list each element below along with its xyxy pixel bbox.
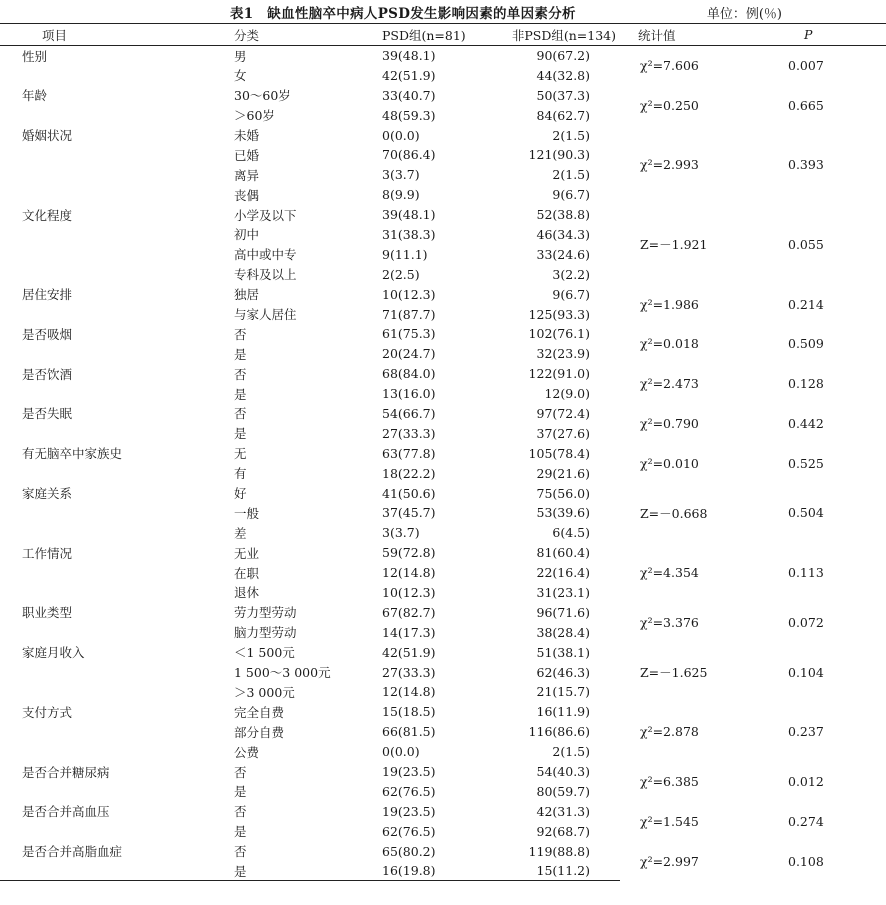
- p-value-cell: 0.274: [788, 813, 824, 829]
- category-cell: 完全自费: [234, 704, 285, 720]
- non-psd-count-cell: 97(72.4): [536, 405, 590, 421]
- psd-count-cell: 63(77.8): [382, 445, 436, 461]
- non-psd-count-cell: 9(6.7): [552, 286, 590, 302]
- psd-count-cell: 66(81.5): [382, 724, 436, 740]
- factor-name-cell: [0, 583, 234, 603]
- table-title: 表1 缺血性脑卒中病人PSD发生影响因素的单因素分析: [230, 6, 576, 22]
- psd-count-cell: 42(51.9): [382, 67, 436, 83]
- p-value-cell: 0.665: [788, 97, 824, 113]
- psd-count-cell: 54(66.7): [382, 405, 436, 421]
- factor-name-cell: [0, 105, 234, 125]
- non-psd-count-cell: 2(1.5): [552, 127, 590, 143]
- table-row: [0, 841, 886, 861]
- statistic-cell: χ²=1.986: [640, 296, 699, 312]
- factor-name-cell: [0, 304, 234, 324]
- psd-count-cell: 0(0.0): [382, 127, 420, 143]
- factor-name-cell: 是否合并糖尿病: [22, 764, 110, 780]
- factor-name-cell: [0, 145, 234, 165]
- factor-name-cell: [0, 244, 234, 264]
- statistic-cell: χ²=4.354: [640, 565, 699, 581]
- psd-count-cell: 27(33.3): [382, 425, 436, 441]
- category-cell: 丧偶: [234, 187, 260, 203]
- non-psd-count-cell: 53(39.6): [536, 505, 590, 521]
- header-item: 项目: [0, 24, 234, 46]
- non-psd-count-cell: 12(9.0): [544, 386, 590, 402]
- header-non-psd-group: 非PSD组(n=134): [458, 24, 620, 46]
- non-psd-count-cell: 32(23.9): [536, 346, 590, 362]
- p-value-cell: 0.237: [788, 724, 824, 740]
- category-cell: 已婚: [234, 147, 260, 163]
- category-cell: 无: [234, 446, 247, 462]
- psd-count-cell: 19(23.5): [382, 764, 436, 779]
- category-cell: 是: [234, 784, 247, 800]
- non-psd-count-cell: 52(38.8): [536, 207, 590, 223]
- category-cell: 高中或中专: [234, 247, 297, 263]
- p-value-cell: 0.442: [788, 415, 824, 431]
- non-psd-count-cell: 38(28.4): [536, 624, 590, 640]
- factor-name-cell: [0, 185, 234, 205]
- category-cell: 差: [234, 525, 247, 541]
- header-row: [0, 24, 886, 46]
- non-psd-count-cell: 3(2.2): [552, 266, 590, 282]
- table-row: [0, 702, 886, 722]
- statistic-cell: Z=－1.625: [640, 665, 708, 681]
- category-cell: 1 500～3 000元: [234, 665, 331, 681]
- factor-name-cell: 文化程度: [22, 207, 73, 223]
- factor-name-cell: [0, 384, 234, 404]
- p-value-cell: 0.012: [788, 773, 824, 789]
- category-cell: 是: [234, 346, 247, 362]
- psd-count-cell: 3(3.7): [382, 525, 420, 541]
- table-row: [0, 543, 886, 563]
- non-psd-count-cell: 46(34.3): [536, 226, 590, 242]
- factor-name-cell: 工作情况: [22, 545, 73, 561]
- psd-count-cell: 67(82.7): [382, 604, 436, 620]
- factor-name-cell: [0, 225, 234, 245]
- non-psd-count-cell: 15(11.2): [458, 861, 620, 881]
- psd-count-cell: 68(84.0): [382, 366, 436, 382]
- category-cell: 一般: [234, 505, 260, 521]
- factor-name-cell: 是否合并高脂血症: [22, 844, 123, 860]
- statistic-cell: χ²=6.385: [640, 773, 699, 789]
- psd-count-cell: 9(11.1): [382, 246, 428, 262]
- factor-name-cell: [0, 423, 234, 443]
- non-psd-count-cell: 42(31.3): [536, 803, 590, 819]
- non-psd-count-cell: 102(76.1): [528, 326, 590, 342]
- psd-count-cell: 8(9.9): [382, 187, 420, 203]
- p-value-cell: 0.509: [788, 336, 824, 352]
- psd-count-cell: 13(16.0): [382, 386, 436, 402]
- statistic-cell: χ²=3.376: [640, 614, 699, 630]
- table-row: [0, 642, 886, 662]
- header-statistic: 统计值: [620, 24, 778, 46]
- table-row: [0, 443, 886, 463]
- factor-name-cell: [0, 742, 234, 762]
- non-psd-count-cell: 2(1.5): [552, 167, 590, 183]
- non-psd-count-cell: 92(68.7): [536, 823, 590, 839]
- table-unit: 单位：例(％): [706, 7, 782, 22]
- psd-count-cell: 41(50.6): [382, 485, 436, 501]
- factor-name-cell: [0, 503, 234, 523]
- non-psd-count-cell: 54(40.3): [536, 764, 590, 779]
- category-cell: 在职: [234, 565, 260, 581]
- psd-count-cell: 19(23.5): [382, 803, 436, 819]
- table-row: [0, 602, 886, 622]
- psd-count-cell: 65(80.2): [382, 843, 436, 859]
- factor-name-cell: [0, 563, 234, 583]
- non-psd-count-cell: 105(78.4): [528, 445, 590, 461]
- psd-count-cell: 2(2.5): [382, 266, 420, 282]
- psd-count-cell: 18(22.2): [382, 465, 436, 481]
- category-cell: 部分自费: [234, 724, 285, 740]
- psd-count-cell: 70(86.4): [382, 147, 436, 163]
- table-row: [0, 324, 886, 344]
- psd-count-cell: 3(3.7): [382, 167, 420, 183]
- psd-count-cell: 0(0.0): [382, 744, 420, 760]
- non-psd-count-cell: 90(67.2): [536, 48, 590, 64]
- statistic-cell: χ²=0.790: [640, 415, 699, 431]
- factor-name-cell: 婚姻状况: [22, 128, 73, 143]
- non-psd-count-cell: 125(93.3): [528, 306, 590, 322]
- factor-name-cell: [0, 165, 234, 185]
- category-cell: 独居: [234, 287, 260, 303]
- category-cell: ＞3 000元: [234, 684, 295, 700]
- psd-count-cell: 20(24.7): [382, 346, 436, 362]
- factor-name-cell: 有无脑卒中家族史: [22, 446, 123, 462]
- psd-count-cell: 37(45.7): [382, 505, 436, 521]
- psd-count-cell: 15(18.5): [382, 704, 436, 720]
- non-psd-count-cell: 96(71.6): [536, 604, 590, 620]
- table-caption: [0, 1, 800, 21]
- non-psd-count-cell: 6(4.5): [552, 525, 590, 541]
- p-value-cell: 0.393: [788, 157, 824, 173]
- category-cell: 好: [234, 486, 247, 502]
- category-cell: ＞60岁: [234, 108, 275, 124]
- factor-name-cell: 支付方式: [22, 704, 73, 720]
- non-psd-count-cell: 16(11.9): [536, 704, 590, 720]
- psd-count-cell: 39(48.1): [382, 207, 436, 223]
- category-cell: 否: [234, 406, 247, 422]
- factor-name-cell: 是否合并高血压: [22, 804, 110, 820]
- factor-name-cell: 是否吸烟: [22, 326, 73, 342]
- factor-name-cell: [0, 722, 234, 742]
- psd-count-cell: 27(33.3): [382, 664, 436, 680]
- non-psd-count-cell: 122(91.0): [528, 366, 590, 382]
- statistic-cell: Z=－1.921: [640, 237, 708, 253]
- category-cell: 男: [234, 48, 247, 64]
- factor-name-cell: 性别: [22, 48, 48, 64]
- non-psd-count-cell: 21(15.7): [536, 684, 590, 700]
- non-psd-count-cell: 51(38.1): [536, 644, 590, 660]
- psd-count-cell: 10(12.3): [382, 584, 436, 600]
- factor-name-cell: 是否失眠: [22, 406, 73, 422]
- p-value-cell: 0.128: [788, 376, 824, 392]
- non-psd-count-cell: 119(88.8): [528, 843, 590, 859]
- factor-name-cell: 是否饮酒: [22, 366, 73, 382]
- header-p-value: P: [778, 24, 886, 46]
- statistic-cell: χ²=2.997: [640, 853, 699, 869]
- psd-count-cell: 10(12.3): [382, 286, 436, 302]
- psd-count-cell: 59(72.8): [382, 545, 436, 561]
- header-psd-group: PSD组(n=81): [382, 24, 458, 46]
- psd-count-cell: 62(76.5): [382, 783, 436, 799]
- non-psd-count-cell: 33(24.6): [536, 246, 590, 262]
- category-cell: 无业: [234, 545, 260, 561]
- factor-name-cell: 家庭月收入: [22, 645, 85, 661]
- p-value-cell: 0.504: [788, 505, 824, 521]
- table-row: [0, 205, 886, 225]
- factor-name-cell: [0, 821, 234, 841]
- category-cell: 是: [234, 386, 247, 402]
- p-value-cell: 0.108: [788, 853, 824, 869]
- category-cell: 劳力型劳动: [234, 605, 297, 621]
- non-psd-count-cell: 37(27.6): [536, 425, 590, 441]
- factor-name-cell: 居住安排: [22, 287, 73, 303]
- category-cell: 否: [234, 764, 247, 780]
- psd-count-cell: 12(14.8): [382, 684, 436, 700]
- p-value-cell: 0.072: [788, 614, 824, 630]
- psd-count-cell: 48(59.3): [382, 107, 436, 123]
- p-value-cell: 0.525: [788, 455, 824, 471]
- psd-count-cell: 42(51.9): [382, 644, 436, 660]
- p-value-cell: 0.104: [788, 664, 824, 680]
- non-psd-count-cell: 80(59.7): [536, 783, 590, 799]
- statistic-cell: χ²=2.473: [640, 376, 699, 392]
- factor-name-cell: [0, 344, 234, 364]
- non-psd-count-cell: 116(86.6): [528, 724, 590, 740]
- category-cell: 是: [234, 426, 247, 442]
- table-row: [0, 46, 886, 66]
- psd-count-cell: 33(40.7): [382, 87, 436, 103]
- factor-name-cell: 家庭关系: [22, 486, 73, 502]
- statistic-cell: Z=－0.668: [640, 505, 708, 521]
- category-cell: 否: [234, 326, 247, 342]
- factor-name-cell: 职业类型: [22, 605, 73, 621]
- psd-count-cell: 61(75.3): [382, 326, 436, 342]
- non-psd-count-cell: 22(16.4): [536, 565, 590, 581]
- factor-name-cell: [0, 622, 234, 642]
- category-cell: 女: [234, 68, 247, 84]
- category-cell: 脑力型劳动: [234, 625, 297, 641]
- psd-count-cell: 71(87.7): [382, 306, 436, 322]
- category-cell: 公费: [234, 744, 260, 760]
- category-cell: 是: [234, 824, 247, 840]
- statistic-cell: χ²=1.545: [640, 813, 699, 829]
- p-value-cell: 0.214: [788, 296, 824, 312]
- psd-count-cell: 12(14.8): [382, 565, 436, 581]
- non-psd-count-cell: 44(32.8): [536, 67, 590, 83]
- category-cell: 30～60岁: [234, 88, 291, 104]
- table-row: [0, 125, 886, 145]
- non-psd-count-cell: 9(6.7): [552, 187, 590, 203]
- non-psd-count-cell: 81(60.4): [536, 545, 590, 561]
- category-cell: ＜1 500元: [234, 645, 295, 661]
- factor-name-cell: [0, 682, 234, 702]
- factor-analysis-table: [0, 23, 886, 881]
- statistic-cell: χ²=7.606: [640, 58, 699, 74]
- p-value-cell: 0.055: [788, 236, 824, 252]
- category-cell: 离异: [234, 167, 260, 183]
- category-cell: 是: [234, 861, 382, 881]
- statistic-cell: χ²=0.018: [640, 336, 699, 352]
- factor-name-cell: [0, 65, 234, 85]
- statistic-cell: χ²=0.250: [640, 97, 699, 113]
- category-cell: 否: [234, 804, 247, 820]
- category-cell: 否: [234, 844, 247, 860]
- category-cell: 否: [234, 366, 247, 382]
- table-row: [0, 404, 886, 424]
- psd-count-cell: 31(38.3): [382, 226, 436, 242]
- psd-count-cell: 62(76.5): [382, 823, 436, 839]
- factor-name-cell: [0, 662, 234, 682]
- non-psd-count-cell: 62(46.3): [536, 664, 590, 680]
- non-psd-count-cell: 121(90.3): [528, 147, 590, 163]
- p-value-cell: 0.007: [788, 58, 824, 74]
- statistic-cell: χ²=0.010: [640, 455, 699, 471]
- table-row: [0, 483, 886, 503]
- table-row: [0, 364, 886, 384]
- psd-count-cell: 39(48.1): [382, 48, 436, 64]
- category-cell: 初中: [234, 227, 260, 243]
- non-psd-count-cell: 29(21.6): [536, 465, 590, 481]
- statistic-cell: χ²=2.993: [640, 157, 699, 173]
- factor-name-cell: [0, 861, 234, 881]
- non-psd-count-cell: 84(62.7): [536, 107, 590, 123]
- non-psd-count-cell: 2(1.5): [552, 744, 590, 760]
- table-row: [0, 801, 886, 821]
- factor-name-cell: [0, 264, 234, 284]
- factor-name-cell: [0, 781, 234, 801]
- table-row: [0, 85, 886, 105]
- header-category: 分类: [234, 24, 382, 46]
- category-cell: 小学及以下: [234, 207, 297, 223]
- statistic-cell: χ²=2.878: [640, 724, 699, 740]
- category-cell: 退休: [234, 585, 260, 601]
- table-row: [0, 762, 886, 782]
- p-value-cell: 0.113: [788, 565, 824, 581]
- psd-count-cell: 14(17.3): [382, 624, 436, 640]
- factor-name-cell: [0, 523, 234, 543]
- factor-name-cell: 年龄: [22, 88, 48, 104]
- category-cell: 专科及以上: [234, 267, 297, 283]
- non-psd-count-cell: 31(23.1): [536, 584, 590, 600]
- factor-name-cell: [0, 463, 234, 483]
- non-psd-count-cell: 75(56.0): [536, 485, 590, 501]
- category-cell: 未婚: [234, 128, 260, 143]
- table-body: [0, 46, 886, 881]
- category-cell: 与家人居住: [234, 307, 297, 323]
- psd-count-cell: 16(19.8): [382, 861, 458, 881]
- non-psd-count-cell: 50(37.3): [536, 87, 590, 103]
- table-row: [0, 284, 886, 304]
- category-cell: 有: [234, 466, 247, 482]
